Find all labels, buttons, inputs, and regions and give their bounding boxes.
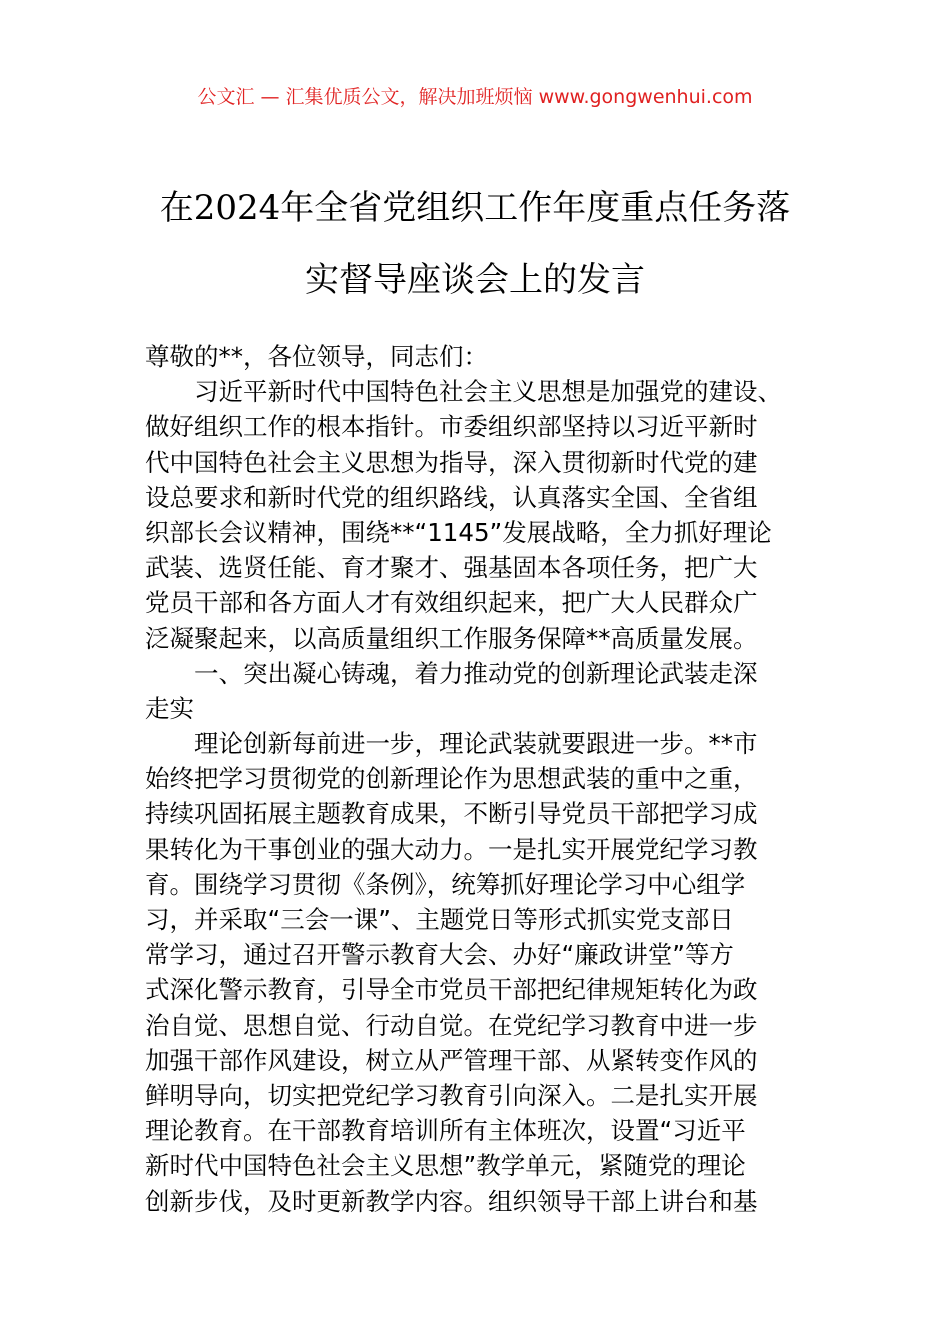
body-line: 持续巩固拓展主题教育成果，不断引导党员干部把学习成 — [145, 799, 758, 829]
body-line: 武装、选贤任能、育才聚才、强基固本各项任务，把广大 — [145, 553, 758, 583]
section-heading: 一、突出凝心铸魂，着力推动党的创新理论武装走深 — [194, 658, 758, 688]
body-line: 式深化警示教育，引导全市党员干部把纪律规矩转化为政 — [145, 975, 758, 1005]
body-line: 织部长会议精神，围绕**“1145”发展战略，全力抓好理论 — [145, 517, 772, 547]
body-line: 设总要求和新时代党的组织路线，认真落实全国、全省组 — [145, 482, 758, 512]
site-banner: 公文汇 — 汇集优质公文，解决加班烦恼 www.gongwenhui.com — [197, 86, 753, 108]
document-title-line-1: 在2024年全省党组织工作年度重点任务落 — [159, 188, 791, 228]
body-line: 果转化为干事创业的强大动力。一是扎实开展党纪学习教 — [145, 834, 758, 864]
body-line: 泛凝聚起来，以高质量组织工作服务保障**高质量发展。 — [145, 623, 758, 653]
body-line: 治自觉、思想自觉、行动自觉。在党纪学习教育中进一步 — [145, 1010, 758, 1040]
document-title — [120, 172, 830, 316]
section-heading-continued: 走实 — [145, 693, 194, 723]
body-line: 始终把学习贯彻党的创新理论作为思想武装的重中之重， — [145, 764, 758, 794]
body-line: 习近平新时代中国特色社会主义思想是加强党的建设、 — [194, 377, 782, 407]
body-line: 习，并采取“三会一课”、主题党日等形式抓实党支部日 — [145, 905, 734, 934]
body-line: 创新步伐，及时更新教学内容。组织领导干部上讲台和基 — [145, 1186, 758, 1216]
body-line: 加强干部作风建设，树立从严管理干部、从紧转变作风的 — [145, 1045, 758, 1075]
body-line: 党员干部和各方面人才有效组织起来，把广大人民群众广 — [145, 588, 758, 618]
body-line: 新时代中国特色社会主义思想”教学单元，紧随党的理论 — [145, 1151, 746, 1181]
body-line: 理论创新每前进一步，理论武装就要跟进一步。**市 — [194, 729, 758, 759]
body-line: 育。围绕学习贯彻《条例》，统筹抓好理论学习中心组学 — [145, 869, 746, 899]
salutation: 尊敬的**，各位领导，同志们： — [145, 342, 488, 371]
body-line: 鲜明导向，切实把党纪学习教育引向深入。二是扎实开展 — [145, 1080, 758, 1110]
document-body — [145, 339, 809, 1219]
body-line: 常学习，通过召开警示教育大会、办好“廉政讲堂”等方 — [145, 940, 734, 970]
body-line: 理论教育。在干部教育培训所有主体班次，设置“习近平 — [145, 1116, 746, 1146]
body-line: 代中国特色社会主义思想为指导，深入贯彻新时代党的建 — [145, 447, 758, 477]
document-title-line-2: 实督导座谈会上的发言 — [305, 260, 645, 300]
body-line: 做好组织工作的根本指针。市委组织部坚持以习近平新时 — [145, 412, 758, 442]
